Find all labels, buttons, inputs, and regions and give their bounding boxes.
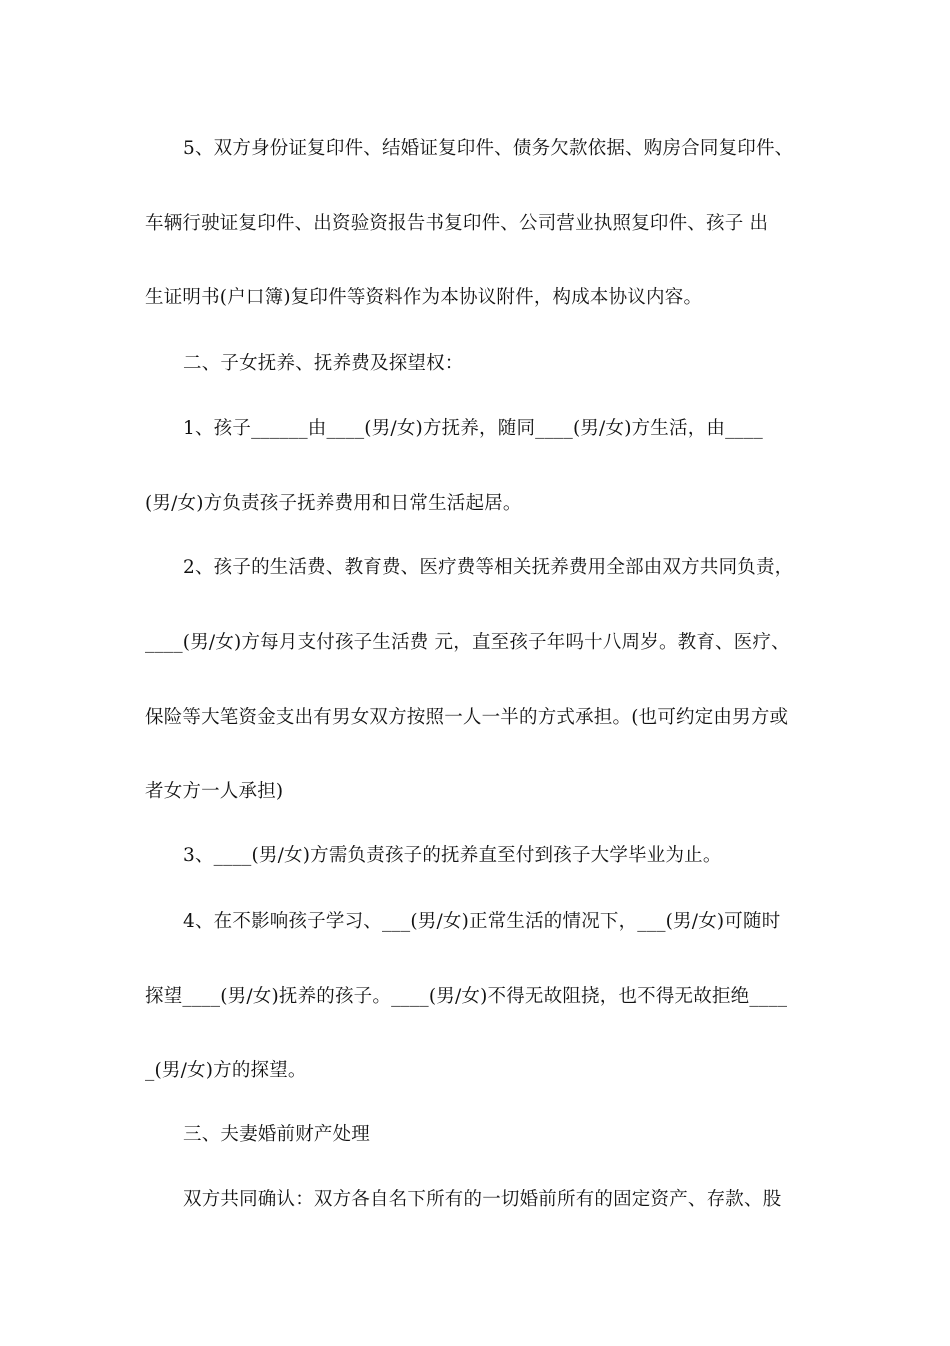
paragraph-attachments-line-1: 5、双方身份证复印件、结婚证复印件、债务欠款依据、购房合同复印件、 — [183, 138, 794, 159]
section-heading-premarital-property: 三、夫妻婚前财产处理 — [183, 1124, 371, 1145]
clause-4-line-1: 4、在不影响孩子学习、___(男/女)正常生活的情况下，___(男/女)可随时 — [183, 911, 781, 932]
paragraph-attachments-line-3: 生证明书(户口簿)复印件等资料作为本协议附件，构成本协议内容。 — [145, 287, 703, 308]
clause-2-line-4: 者女方一人承担) — [145, 781, 284, 802]
clause-2-line-3: 保险等大笔资金支出有男女双方按照一人一半的方式承担。(也可约定由男方或 — [145, 707, 789, 728]
clause-3-line-1: 3、____(男/女)方需负责孩子的抚养直至付到孩子大学毕业为止。 — [183, 845, 722, 866]
paragraph-premarital-property-line-1: 双方共同确认：双方各自名下所有的一切婚前所有的固定资产、存款、股 — [183, 1189, 782, 1210]
paragraph-attachments-line-2: 车辆行驶证复印件、出资验资报告书复印件、公司营业执照复印件、孩子 出 — [145, 213, 769, 234]
clause-4-line-2: 探望____(男/女)抚养的孩子。____(男/女)不得无故阻挠，也不得无故拒绝____ — [145, 986, 788, 1007]
clause-2-line-2: ____(男/女)方每月支付孩子生活费 元，直至孩子年吗十八周岁。教育、医疗、 — [145, 632, 790, 653]
clause-4-line-3: _(男/女)方的探望。 — [145, 1060, 307, 1081]
section-heading-child-custody: 二、子女抚养、抚养费及探望权： — [183, 353, 464, 374]
clause-1-line-2: (男/女)方负责孩子抚养费用和日常生活起居。 — [145, 493, 522, 514]
clause-2-line-1: 2、孩子的生活费、教育费、医疗费等相关抚养费用全部由双方共同负责， — [183, 557, 794, 578]
clause-1-line-1: 1、孩子______由____(男/女)方抚养，随同____(男/女)方生活，由____ — [183, 418, 763, 439]
